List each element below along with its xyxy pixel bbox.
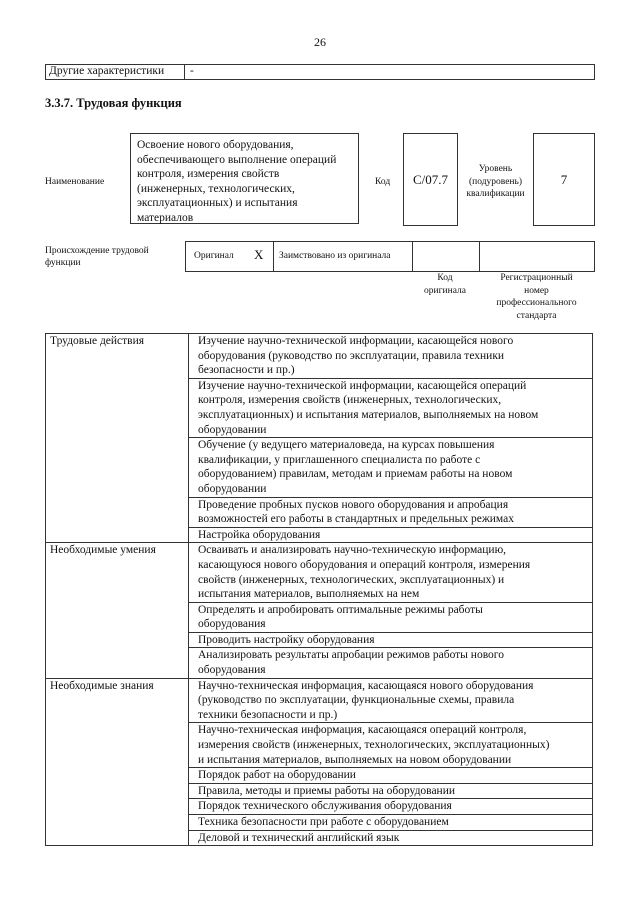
function-name-line: (инженерных, технологических, xyxy=(137,182,295,195)
requirement-item xyxy=(189,815,593,831)
caption-line: профессионального xyxy=(496,298,577,308)
name-label: Наименование xyxy=(45,177,105,187)
function-name-line: эксплуатационных) и испытания xyxy=(137,197,298,210)
other-characteristics-row xyxy=(45,64,595,80)
requirement-item xyxy=(189,768,593,784)
qualification-level-label xyxy=(458,163,533,201)
requirement-line: Проводить настройку оборудования xyxy=(198,633,375,646)
requirement-line: Анализировать результаты апробации режимов работы нового xyxy=(198,649,504,662)
qualification-level-value: 7 xyxy=(533,133,595,226)
requirement-item xyxy=(189,602,593,632)
caption-line: номер xyxy=(524,285,549,296)
function-name-box xyxy=(130,133,359,224)
requirement-line: Изучение научно-технической информации, касающейся нового xyxy=(198,335,514,347)
table-row xyxy=(46,334,593,379)
requirement-line: (руководство по эксплуатации, функциональные схемы, правила xyxy=(198,694,515,707)
requirement-line: квалификации, у приглашенного специалиста по работе с xyxy=(198,453,481,466)
requirement-item xyxy=(189,632,593,648)
requirement-line: оборудования (руководство по эксплуатации, правила техники xyxy=(198,349,505,362)
requirement-line: Деловой и технический английский язык xyxy=(198,831,400,844)
requirement-item xyxy=(189,783,593,799)
table-row xyxy=(46,543,593,602)
group-label: Необходимые знания xyxy=(46,678,189,846)
requirement-item xyxy=(189,648,593,678)
requirement-line: измерения свойств (инженерных, технологических, эксплуатационных) xyxy=(198,739,550,752)
requirement-line: Порядок работ на оборудовании xyxy=(198,769,356,782)
requirement-item xyxy=(189,378,593,437)
section-title: 3.3.7. Трудовая функция xyxy=(45,96,182,110)
group-label: Трудовые действия xyxy=(46,334,189,543)
requirement-item xyxy=(189,543,593,602)
origin-original-label: Оригинал xyxy=(194,251,234,261)
caption-line: Регистрационный xyxy=(500,273,573,283)
requirement-item xyxy=(189,438,593,497)
caption-line: Код xyxy=(437,273,453,283)
requirement-line: Правила, методы и приемы работы на оборудовании xyxy=(198,784,456,797)
level-label-line: квалификации xyxy=(466,189,525,199)
requirement-line: и испытания материалов, выполняемых на новом оборудовании xyxy=(198,753,512,766)
group-label: Необходимые умения xyxy=(46,543,189,678)
origin-row xyxy=(185,241,595,272)
requirement-line: Техника безопасности при работе с оборудованием xyxy=(198,816,449,828)
requirement-item xyxy=(189,497,593,527)
requirement-item xyxy=(189,678,593,723)
other-characteristics-label: Другие характеристики xyxy=(49,65,165,77)
requirement-line: испытания материалов, выполняемых на нем xyxy=(198,588,420,601)
page-number: 26 xyxy=(314,35,326,49)
requirement-line: Изучение научно-технической информации, касающейся операций xyxy=(198,379,527,392)
requirement-item xyxy=(189,723,593,768)
original-code-caption xyxy=(412,272,478,297)
requirement-line: оборудовании xyxy=(198,482,267,495)
requirement-item xyxy=(189,527,593,543)
level-label-line: (подуровень) xyxy=(468,176,523,187)
level-label-line: Уровень xyxy=(478,164,513,174)
requirement-item xyxy=(189,830,593,846)
requirement-line: безопасности и пр.) xyxy=(198,364,295,377)
requirement-line: Научно-техническая информация, касающаяся нового оборудования xyxy=(198,679,534,692)
function-name-line: обеспечивающего выполнение операций xyxy=(137,153,337,166)
function-details-table xyxy=(45,333,593,846)
requirement-line: касающуюся нового оборудования и операций контроля, измерения xyxy=(198,558,531,571)
requirement-line: Осваивать и анализировать научно-техническую информацию, xyxy=(198,544,507,557)
requirement-line: техники безопасности и пр.) xyxy=(198,708,338,721)
requirement-item xyxy=(189,334,593,379)
requirement-line: эксплуатационных) и испытания материалов, выполняемых на новом xyxy=(198,408,539,421)
requirement-line: Обучение (у ведущего материаловеда, на курсах повышения xyxy=(198,439,495,452)
origin-label xyxy=(45,246,180,269)
requirement-line: оборудования xyxy=(198,664,266,677)
origin-borrowed-label: Заимствовано из оригинала xyxy=(279,251,391,261)
requirement-line: оборудовании xyxy=(198,423,267,436)
registration-number-caption xyxy=(480,272,593,322)
caption-line: стандарта xyxy=(516,310,557,321)
other-characteristics-value: - xyxy=(190,65,194,77)
origin-mark: X xyxy=(254,247,264,262)
code-value: C/07.7 xyxy=(403,133,458,226)
requirement-line: возможностей его работы в стандартных и предельных режимах xyxy=(198,513,514,526)
origin-label-line: функции xyxy=(45,257,81,268)
requirement-line: Проведение пробных пусков нового оборудования и апробация xyxy=(198,498,509,511)
code-label: Код xyxy=(375,177,391,187)
origin-label-line: Происхождение трудовой xyxy=(45,246,149,256)
table-row xyxy=(46,678,593,723)
requirement-item xyxy=(189,799,593,815)
requirement-line: свойств (инженерных, технологических, эксплуатационных) и xyxy=(198,573,505,586)
function-name-line: материалов xyxy=(137,211,194,224)
requirement-line: Настройка оборудования xyxy=(198,528,321,541)
function-name-line: Освоение нового оборудования, xyxy=(137,139,294,151)
requirement-line: Научно-техническая информация, касающаяся операций контроля, xyxy=(198,724,527,737)
requirement-line: оборудованием) правилам, методам и приемам работы на новом xyxy=(198,468,513,481)
requirement-line: Порядок технического обслуживания оборудования xyxy=(198,800,452,813)
requirement-line: Определять и апробировать оптимальные режимы работы xyxy=(198,603,483,616)
function-name-line: контроля, измерения свойств xyxy=(137,168,280,181)
requirement-line: контроля, измерения свойств (инженерных, технологических, xyxy=(198,394,502,407)
requirement-line: оборудования xyxy=(198,618,266,631)
caption-line: оригинала xyxy=(424,285,466,296)
